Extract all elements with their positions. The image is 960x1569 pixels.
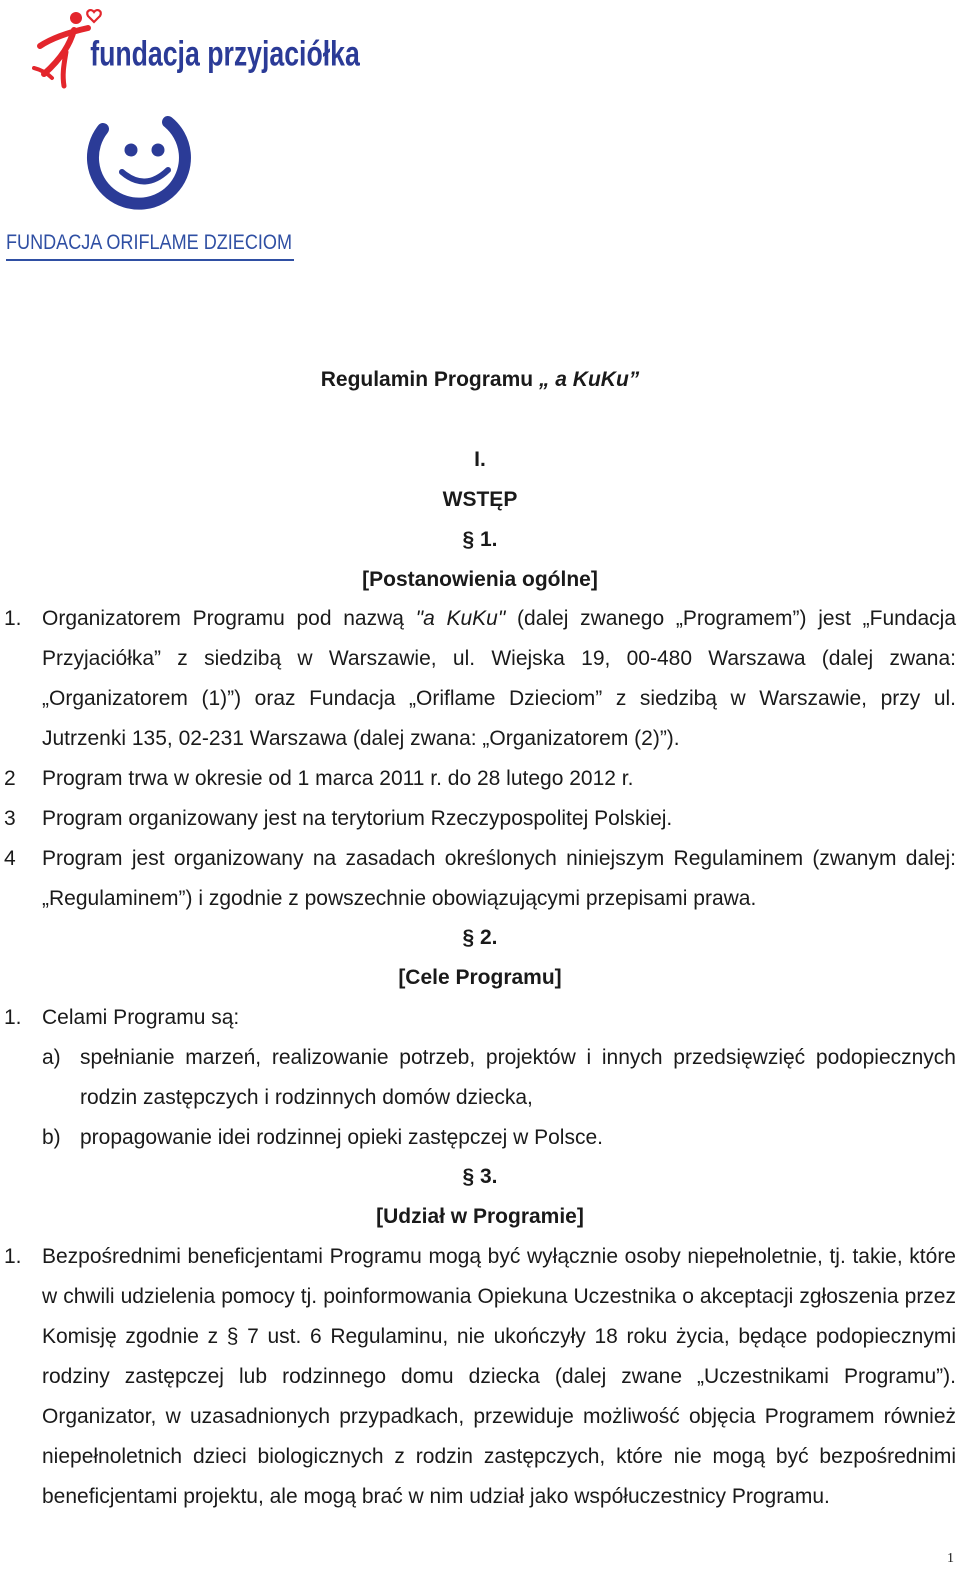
przyjaciolka-wordmark: fundacja przyjaciółka [90, 33, 360, 74]
list-item [0, 998, 956, 1038]
page-number: 1 [947, 1551, 954, 1566]
section-mark: § 3. [462, 1165, 498, 1188]
item-text: Celami Programu są: [42, 1006, 240, 1029]
sub-item-letter: a) [42, 1046, 61, 1069]
list-item [0, 759, 956, 799]
section-title: [Postanowienia ogólne] [362, 568, 598, 591]
list-item [0, 1237, 956, 1517]
title-program-name: „ a KuKu” [538, 368, 640, 391]
list-item [0, 799, 956, 839]
item-text: Bezpośrednimi beneficjentami Programu mogą być wyłącznie osoby niepełnoletnie, tj. takie, które w chwili udzielenia pomocy tj. poinformowania Opiekuna Uczestnika o akceptacji zgłoszenia przez Komisję zgodnie z § 7 ust. 6 Regulaminu, nie ukończyły 18 roku życia, będące podopiecznymi rodziny zastępczej lub rodzinnego domu dziecka (dalej zwane „Uczestnikami Programu”). Organizator, w uzasadnionych przypadkach, przewiduje możliwość objęcia Programem również niepełnoletnich dzieci biologicznych z rodzin zastępczych, które nie mogą być bezpośrednimi beneficjentami projektu, ale mogą brać w nim udział jako współuczestnicy Programu. [42, 1245, 956, 1508]
sub-item-text: spełnianie marzeń, realizowanie potrzeb, projektów i innych przedsięwzięć podopiecznych rodzin zastępczych i rodzinnych domów dziecka, [80, 1046, 956, 1109]
section-mark: § 1. [462, 528, 498, 551]
sub-item-text: propagowanie idei rodzinnej opieki zastępczej w Polsce. [80, 1126, 603, 1149]
item-text: Program organizowany jest na terytorium Rzeczypospolitej Polskiej. [42, 807, 673, 830]
item-text: Organizatorem Programu pod nazwą "a KuKu" (dalej zwanego „Programem”) jest „Fundacja Przyjaciółka” z siedzibą w Warszawie, ul. Wiejska 19, 00-480 Warszawa (dalej zwana: „Organizatorem (1)”) oraz Fundacja „Oriflame Dzieciom” z siedzibą w Warszawie, przy ul. Jutrzenki 135, 02-231 Warszawa (dalej zwana: „Organizatorem (2)”). [42, 607, 957, 750]
title-prefix: Regulamin Programu [320, 368, 534, 391]
smiley-face-icon [4, 112, 296, 264]
fundacja-przyjaciolka-logo [30, 8, 360, 92]
jumping-figure-icon [30, 8, 360, 92]
document-title [0, 367, 960, 393]
item-number: 1. [4, 1006, 22, 1029]
item-text: Program jest organizowany na zasadach określonych niniejszym Regulaminem (zwanym dalej: „Regulaminem”) i zgodnie z powszechnie obowiązującymi przepisami prawa. [42, 847, 956, 910]
fundacja-oriflame-logo [4, 112, 296, 264]
item-number: 4 [4, 847, 16, 870]
list-item [0, 599, 956, 759]
item-text: Program trwa w okresie od 1 marca 2011 r. do 28 lutego 2012 r. [42, 767, 634, 790]
item-number: 1. [4, 607, 22, 630]
chapter-number: I. [474, 448, 486, 471]
sub-list-item [0, 1118, 956, 1158]
item-number: 3 [4, 807, 16, 830]
sub-item-letter: b) [42, 1126, 61, 1149]
oriflame-wordmark: FUNDACJA ORIFLAME DZIECIOM [6, 231, 292, 254]
sub-list-item [0, 1038, 956, 1118]
list-item [0, 839, 956, 919]
section-title: [Udział w Programie] [376, 1205, 584, 1228]
chapter-title: WSTĘP [442, 488, 518, 511]
section-title: [Cele Programu] [398, 966, 562, 989]
item-number: 1. [4, 1245, 22, 1268]
item-number: 2 [4, 767, 16, 790]
section-mark: § 2. [462, 926, 498, 949]
